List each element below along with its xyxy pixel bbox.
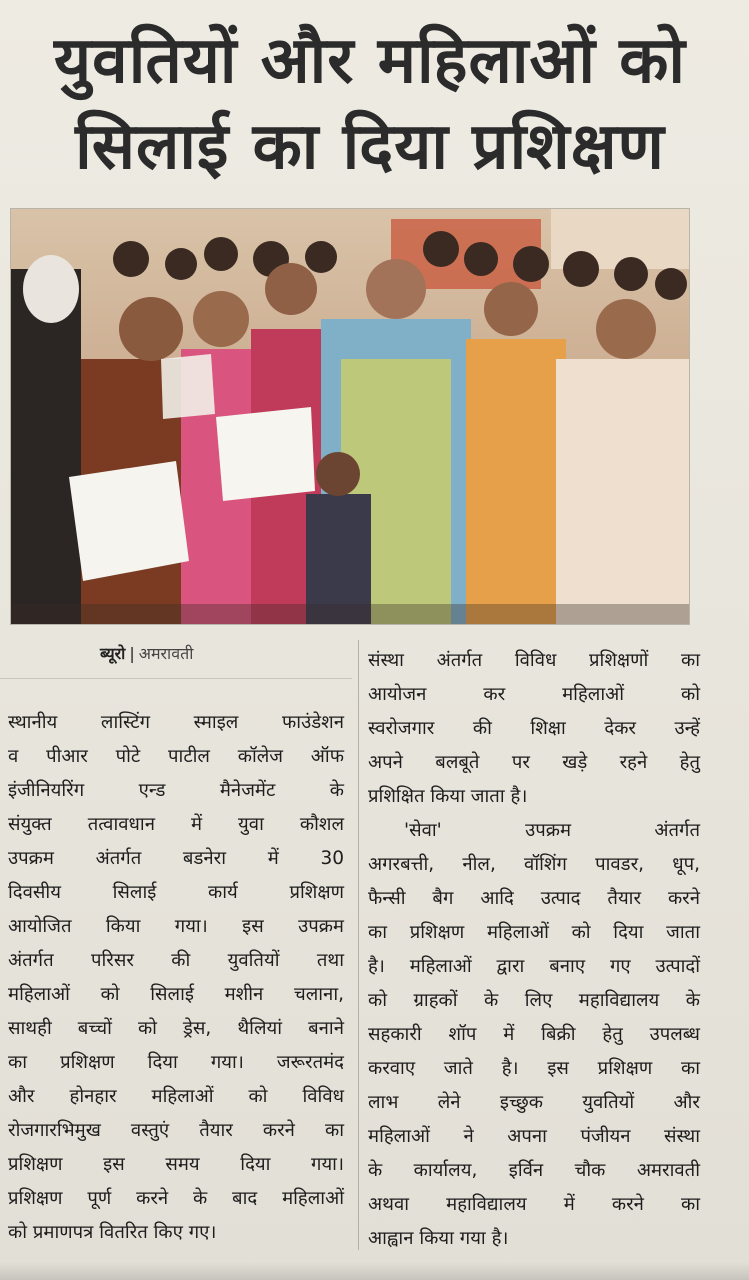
right-line-12: सहकारी शॉप में बिक्री हेतु उपलब्ध	[368, 1024, 700, 1045]
byline-rule	[0, 678, 352, 679]
column-divider	[358, 640, 359, 1250]
right-line-15: महिलाओं ने अपना पंजीयन संस्था	[368, 1126, 700, 1147]
headline-line-1: युवतियों और महिलाओं को	[54, 24, 686, 98]
left-line-15: प्रशिक्षण पूर्ण करने के बाद महिलाओं	[8, 1188, 344, 1209]
right-line-4: अपने बलबूते पर खड़े रहने हेतु	[368, 752, 700, 773]
byline-separator: |	[129, 644, 135, 663]
news-photo	[10, 208, 690, 625]
right-line-11: को ग्राहकों के लिए महाविद्यालय के	[368, 990, 700, 1011]
byline	[100, 642, 193, 664]
right-line-2: आयोजन कर महिलाओं को	[368, 684, 700, 705]
right-line-13: करवाए जाते है। इस प्रशिक्षण का	[368, 1058, 700, 1079]
group-photo-illustration	[11, 209, 689, 624]
headline-line-2: सिलाई का दिया प्रशिक्षण	[75, 110, 665, 184]
right-line-8: फैन्सी बैग आदि उत्पाद तैयार करने	[368, 888, 700, 909]
byline-city: अमरावती	[138, 644, 194, 663]
left-line-10: साथही बच्चों को ड्रेस, थैलियां बनाने	[8, 1018, 344, 1039]
left-line-7: आयोजित किया गया। इस उपक्रम	[8, 916, 344, 937]
headline	[20, 18, 720, 190]
left-line-6: दिवसीय सिलाई कार्य प्रशिक्षण	[8, 882, 344, 903]
left-line-16: को प्रमाणपत्र वितरित किए गए।	[8, 1222, 217, 1243]
right-line-14: लाभ लेने इच्छुक युवतियों और	[368, 1092, 700, 1113]
left-line-4: संयुक्त तत्वावधान में युवा कौशल	[8, 814, 344, 835]
right-line-7: अगरबत्ती, नील, वॉशिंग पावडर, धूप,	[368, 854, 700, 875]
right-line-5: प्रशिक्षित किया जाता है।	[368, 786, 528, 807]
left-line-12: और होनहार महिलाओं को विविध	[8, 1086, 344, 1107]
left-line-13: रोजगारभिमुख वस्तुएं तैयार करने का	[8, 1120, 344, 1141]
right-line-18: आह्वान किया गया है।	[368, 1228, 509, 1249]
left-line-5: उपक्रम अंतर्गत बडनेरा में 30	[8, 848, 344, 869]
left-line-1: स्थानीय लास्टिंग स्माइल फाउंडेशन	[8, 712, 344, 733]
left-line-8: अंतर्गत परिसर की युवतियों तथा	[8, 950, 344, 971]
right-line-6: 'सेवा' उपक्रम अंतर्गत	[404, 820, 700, 841]
left-line-2: व पीआर पोटे पाटील कॉलेज ऑफ	[8, 746, 344, 767]
article-column-left	[8, 706, 344, 1250]
left-line-14: प्रशिक्षण इस समय दिया गया।	[8, 1154, 344, 1175]
right-line-3: स्वरोजगार की शिक्षा देकर उन्हें	[368, 718, 700, 739]
left-line-9: महिलाओं को सिलाई मशीन चलाना,	[8, 984, 344, 1005]
right-line-9: का प्रशिक्षण महिलाओं को दिया जाता	[368, 922, 700, 943]
page-bottom-shadow	[0, 1262, 749, 1280]
right-line-16: के कार्यालय, इर्विन चौक अमरावती	[368, 1160, 700, 1181]
right-line-10: है। महिलाओं द्वारा बनाए गए उत्पादों	[368, 956, 700, 977]
left-line-11: का प्रशिक्षण दिया गया। जरूरतमंद	[8, 1052, 344, 1073]
article-column-right	[368, 644, 700, 1256]
right-line-1: संस्था अंतर्गत विविध प्रशिक्षणों का	[368, 650, 700, 671]
left-line-3: इंजीनियरिंग एन्ड मैनेजमेंट के	[8, 780, 344, 801]
right-line-17: अथवा महाविद्यालय में करने का	[368, 1194, 700, 1215]
byline-bureau: ब्यूरो	[100, 644, 126, 663]
